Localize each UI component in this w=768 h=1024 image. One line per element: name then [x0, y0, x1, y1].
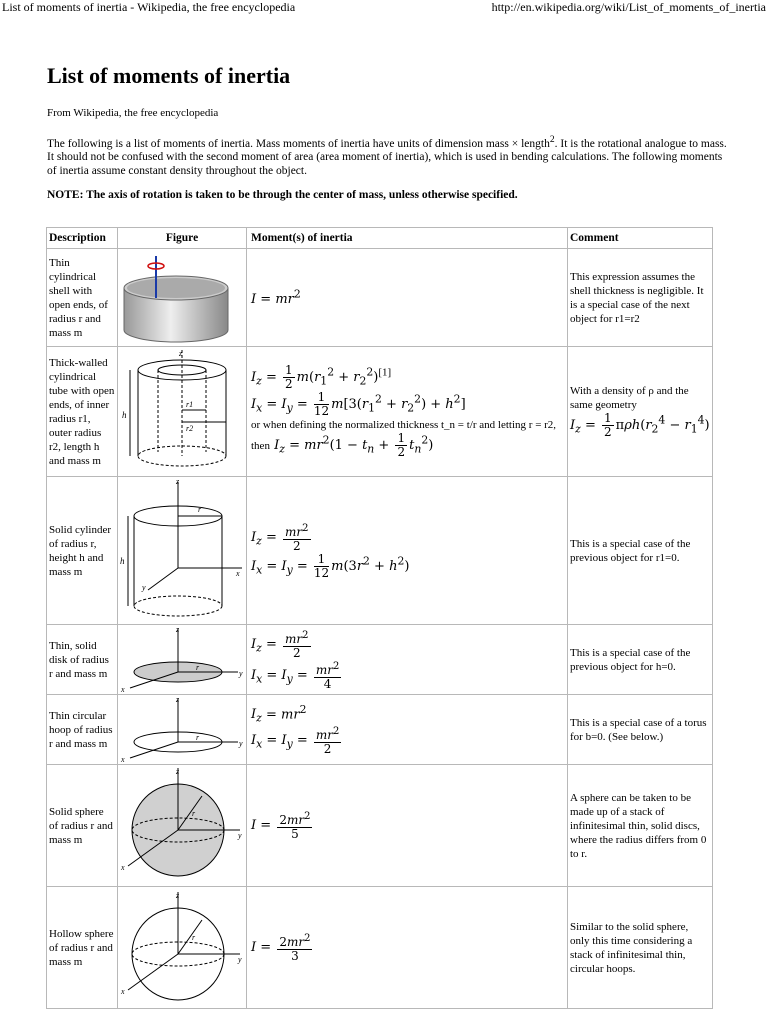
- r-label: r: [196, 732, 200, 742]
- row-description: Thin, solid disk of radius r and mass m: [47, 625, 118, 695]
- x-axis-label: x: [121, 986, 125, 996]
- y-axis-label: y: [239, 668, 243, 678]
- x-axis-label: x: [121, 862, 125, 872]
- x-axis-label: x: [121, 684, 125, 694]
- row-description: Thin circular hoop of radius r and mass m: [47, 695, 118, 765]
- h-label: h: [122, 409, 127, 420]
- row-description: Thin cylindrical shell with open ends, of radius r and mass m: [47, 249, 118, 347]
- intro-paragraph: [47, 133, 727, 178]
- h-label: h: [120, 555, 125, 566]
- row-description: Hollow sphere of radius r and mass m: [47, 887, 118, 1009]
- row-figure: [118, 249, 247, 347]
- z-axis-label: z: [176, 890, 180, 900]
- normalized-thickness-text: or when defining the normalized thickness t_n = t/r and letting r = r2,: [251, 419, 557, 431]
- formula-solid-sphere: I = $\frac{2mr^2}{5}$: [251, 811, 311, 841]
- y-axis-label: y: [238, 954, 242, 964]
- formula-hollow-sphere: I = $\frac{2mr^2}{3}$: [251, 933, 311, 963]
- row-figure: [118, 477, 247, 625]
- z-axis-label: z: [176, 477, 180, 486]
- row-figure: [118, 625, 247, 695]
- r1-label: r1: [186, 399, 194, 409]
- table-row: [47, 765, 713, 887]
- comment-text: With a density of ρ and the same geometry: [570, 385, 689, 411]
- header-description: Description: [47, 228, 118, 249]
- header-figure: Figure: [118, 228, 247, 249]
- row-moments: [247, 765, 568, 887]
- row-description: Thick-walled cylindrical tube with open ends, of inner radius r1, outer radius r2, length h and mass m: [47, 347, 118, 477]
- z-axis-label: z: [179, 348, 183, 358]
- table-header-row: [47, 228, 713, 249]
- row-comment: Similar to the solid sphere, only this time considering a stack of infinitesimal thin, circular hoops.: [568, 887, 713, 1009]
- note-paragraph: NOTE: The axis of rotation is taken to be through the center of mass, unless otherwise specified.: [47, 189, 518, 201]
- table-row: [47, 887, 713, 1009]
- header-comment: Comment: [568, 228, 713, 249]
- row-comment: This is a special case of a torus for b=0. (See below.): [568, 695, 713, 765]
- z-axis-label: z: [176, 625, 180, 634]
- row-moments: [247, 695, 568, 765]
- table-row: [47, 625, 713, 695]
- row-comment: This is a special case of the previous object for h=0.: [568, 625, 713, 695]
- formula-hoop-z: $I_z = mr^2$: [251, 702, 307, 725]
- table-row: [47, 695, 713, 765]
- formula-tube-z: $I_z$ = $\frac{1}{2}$ $m(r_1^2 + r_2^2)[1]$: [251, 363, 392, 391]
- row-comment: A sphere can be taken to be made up of a stack of infinitesimal thin, solid discs, where the radius differs from 0 to r.: [568, 765, 713, 887]
- row-figure: [118, 347, 247, 477]
- row-figure: [118, 765, 247, 887]
- formula-tube-then: then $I_z = mr^2(1 - t_n$ + $\frac{1}{2}$ $t_n^2$): [251, 431, 434, 459]
- intro-sup: 2: [549, 134, 555, 145]
- formula-thin-shell: $I = mr^2$: [251, 287, 301, 308]
- thick-tube-figure: [118, 348, 246, 476]
- inertia-table: [46, 227, 713, 1009]
- z-axis-label: z: [176, 695, 180, 704]
- row-description: Solid sphere of radius r and mass m: [47, 765, 118, 887]
- row-moments: [247, 625, 568, 695]
- formula-disk-x: $I_x = I_y$ = $\frac{mr^2}{4}$: [251, 660, 340, 691]
- row-figure: [118, 695, 247, 765]
- hollow-sphere-figure: [118, 888, 246, 1008]
- table-row: [47, 249, 713, 347]
- y-axis-label: y: [239, 738, 243, 748]
- formula-tube-x: $I_x = I_y$ = $\frac{1}{12}$ $m[3(r_1^2 + r_2^2) + h^2]$: [251, 390, 466, 418]
- disk-figure: [118, 626, 246, 694]
- x-axis-label: x: [236, 568, 240, 578]
- row-figure: [118, 887, 247, 1009]
- r-label: r: [192, 808, 196, 818]
- document-title: List of moments of inertia - Wikipedia, the free encyclopedia: [2, 0, 296, 14]
- solid-sphere-figure: [118, 766, 246, 886]
- intro-text-2: . It is the rotational analogue to mass. It should not be confused with the second moment of area (area moment of inertia), which is used in bending calculations. The following moments of inertia assume constant density throughout the object.: [47, 137, 727, 177]
- row-moments: [247, 887, 568, 1009]
- formula-cylinder-z: $I_z$ = $\frac{mr^2}{2}$: [251, 522, 309, 553]
- page-subtitle: From Wikipedia, the free encyclopedia: [47, 107, 219, 119]
- r-label: r: [198, 504, 202, 514]
- document-url[interactable]: http://en.wikipedia.org/wiki/List_of_moments_of_inertia: [491, 0, 766, 14]
- solid-cylinder-figure: [118, 478, 246, 624]
- y-axis-label: y: [142, 582, 146, 592]
- x-axis-label: x: [121, 754, 125, 764]
- row-moments: [247, 249, 568, 347]
- formula-disk-z: $I_z$ = $\frac{mr^2}{2}$: [251, 629, 309, 660]
- r-label: r: [192, 932, 196, 942]
- header-moments: Moment(s) of inertia: [247, 228, 568, 249]
- row-comment: This expression assumes the shell thickness is negligible. It is a special case of the next object for r1=r2: [568, 249, 713, 347]
- table-row: [47, 477, 713, 625]
- formula-density: $I_z$ = $\frac{1}{2}$ $\pi\rho h(r_2^4 - r_1^4)$: [570, 411, 710, 439]
- hoop-figure: [118, 696, 246, 764]
- row-moments: [247, 347, 568, 477]
- row-description: Solid cylinder of radius r, height h and mass m: [47, 477, 118, 625]
- y-axis-label: y: [238, 830, 242, 840]
- formula-hoop-x: $I_x = I_y$ = $\frac{mr^2}{2}$: [251, 726, 340, 757]
- row-comment: [568, 347, 713, 477]
- r-label: r: [196, 662, 200, 672]
- formula-cylinder-x: $I_x = I_y$ = $\frac{1}{12}$ $m(3r^2 + h^2)$: [251, 551, 410, 580]
- z-axis-label: z: [176, 766, 180, 776]
- table-row: [47, 347, 713, 477]
- intro-text-1: The following is a list of moments of inertia. Mass moments of inertia have units of dimension mass × length: [47, 137, 550, 150]
- r2-label: r2: [186, 423, 194, 433]
- cylindrical-shell-figure: [118, 250, 246, 346]
- row-comment: This is a special case of the previous object for r1=0.: [568, 477, 713, 625]
- page-title: List of moments of inertia: [47, 63, 291, 88]
- row-moments: [247, 477, 568, 625]
